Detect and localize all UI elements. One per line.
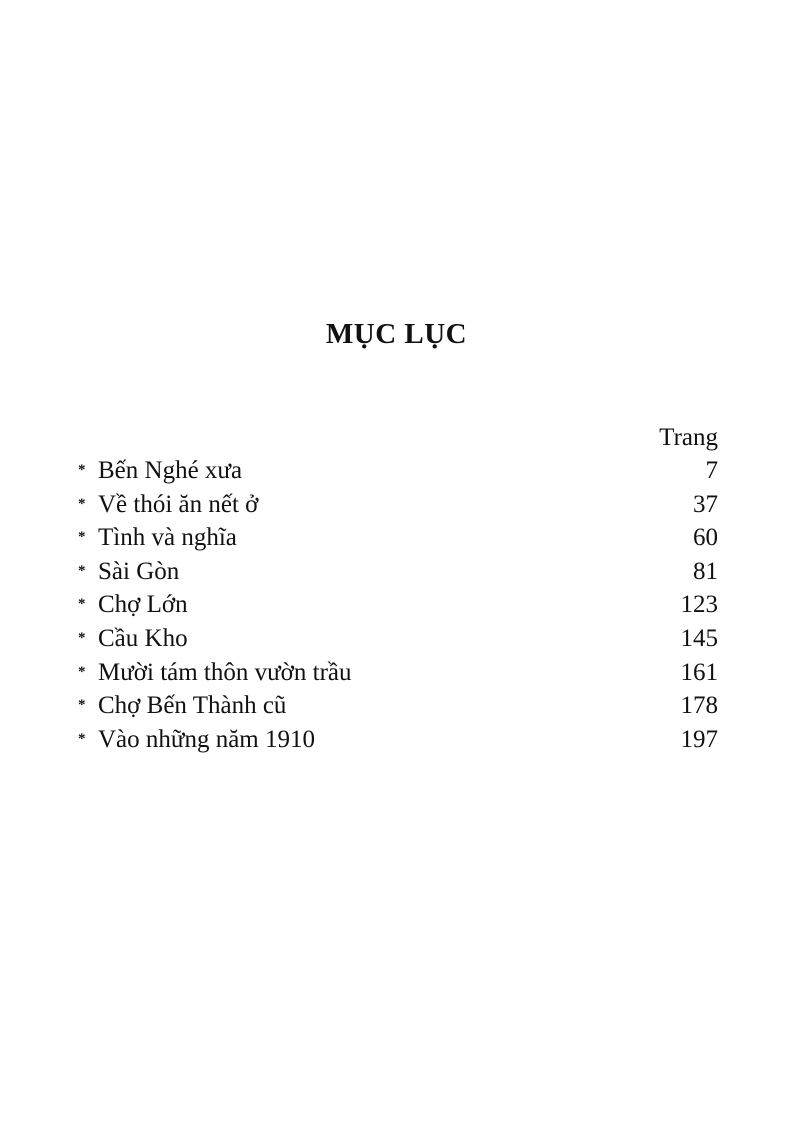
toc-entry-page: 178 [680, 692, 718, 720]
toc-entry-page: 123 [680, 591, 718, 619]
bullet-marker: * [78, 462, 86, 478]
toc-entry-title: Chợ Bến Thành cũ [98, 692, 287, 720]
page-column-header: Trang [659, 424, 718, 451]
bullet-marker: * [78, 529, 86, 546]
bullet-marker: * [78, 596, 86, 613]
bullet-marker: * [78, 730, 86, 747]
toc-entry-title: Mười tám thôn vườn trầu [98, 658, 352, 686]
bullet-marker: * [78, 697, 86, 714]
bullet-marker: * [78, 629, 86, 646]
toc-entry-title: Về thói ăn nết ở [98, 490, 259, 518]
toc-entry [78, 454, 718, 488]
bullet-marker: * [78, 562, 86, 579]
toc-entry-page: 37 [693, 490, 718, 518]
page-title: MỤC LỤC [325, 318, 468, 350]
toc-entry-title: Bến Nghé xưa [98, 457, 243, 484]
toc-entry-page: 145 [680, 624, 718, 652]
toc-entry [78, 488, 718, 522]
toc-entry-title: Tình và nghĩa [98, 524, 237, 552]
toc-entry [78, 656, 718, 690]
toc-entry [78, 689, 718, 723]
toc-entry [78, 521, 718, 555]
bullet-marker: * [78, 495, 86, 512]
toc-entry-title: Chợ Lớn [98, 591, 188, 619]
toc-entry [78, 555, 718, 589]
toc-list [78, 454, 718, 756]
toc-entry-title: Sài Gòn [98, 557, 180, 585]
toc-entry-page: 161 [680, 658, 718, 686]
toc-entry-page: 7 [705, 457, 718, 484]
table-of-contents [78, 421, 718, 756]
toc-entry-title: Vào những năm 1910 [98, 725, 315, 753]
toc-entry [78, 622, 718, 656]
toc-entry-title: Cầu Kho [98, 624, 188, 652]
toc-entry [78, 723, 718, 757]
toc-entry-page: 197 [680, 725, 718, 753]
toc-entry-page: 81 [693, 557, 718, 585]
toc-entry-page: 60 [693, 524, 718, 552]
toc-entry [78, 588, 718, 622]
bullet-marker: * [78, 663, 86, 680]
